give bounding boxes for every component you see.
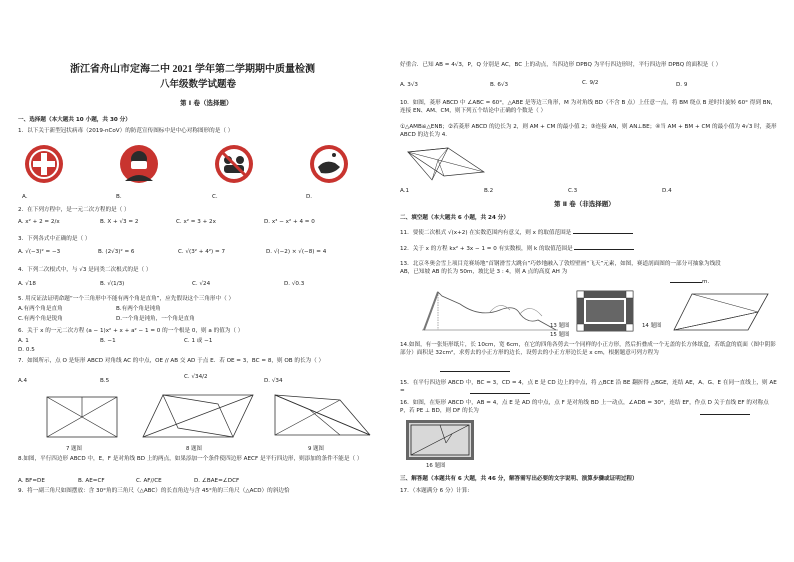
q4-opt-b: B. √(1/3) [100, 281, 125, 287]
q13-blank-unit: m． [670, 279, 713, 287]
fig8-caption: 8 题图 [186, 446, 202, 452]
hand-wash-icon [310, 145, 348, 183]
q5-opt-a: A.有两个角是直角 [18, 306, 63, 312]
q7-opt-d: D. √34 [264, 378, 283, 384]
q11-blank[interactable] [573, 233, 633, 234]
q7-opt-b: B.5 [100, 378, 110, 384]
q1-icons [24, 143, 384, 191]
q14-blank[interactable] [440, 371, 510, 372]
q16-blank[interactable] [700, 414, 750, 415]
q5-opt-d: D.一个角是钝角，一个角是直角 [116, 316, 195, 322]
q9-opt-c: C. 9/2 [582, 80, 599, 86]
q1-text: 1．以下关于新型冠状病毒（2019-nCoV）的防范宣传图标中是中心对称图形的是（ ） [18, 128, 234, 134]
q6-opt-d: D. 0.5 [18, 347, 35, 353]
q3-text: 3．下列各式中正确的是（ ） [18, 236, 91, 242]
q3-opt-c: C. √(3² + 4²) = 7 [178, 249, 226, 255]
q8-opt-b: B. AE=CF [78, 478, 105, 484]
q3-opt-d: D. √(−2) × √(−8) = 4 [266, 249, 327, 255]
subject-title: 八年级数学试题卷 [160, 80, 237, 90]
q10-opt-c: C.3 [568, 188, 578, 194]
q9-opt-b: B. 6√3 [490, 82, 509, 88]
q14-text: 14.如图，有一张矩形纸片，长 10cm，宽 6cm，在它的四角各剪去一个同样的小正方形，然后折叠成一个无盖的长方体纸盒，若纸盒的底面（图中阴影部分）面积是 32cm²，求剪去的小正方形的边长，设剪去的小正方形边长是 x cm，根据题意可列方程为 [400, 342, 776, 356]
q10-opt-b: B.2 [484, 188, 494, 194]
q7-opt-a: A.4 [18, 378, 28, 384]
q15-text: 15．在平行四边形 ABCD 中，BC = 3，CD = 4，点 E 是 CD 边上的中点，将 △BCE 沿 BE 翻折得 △BGE，连结 AE，A、G、E 在同一直线上，则 AE = [400, 380, 777, 394]
q1-opt-c: C． [212, 194, 222, 200]
q3-opt-a: A. √(−3)² = −3 [18, 249, 61, 255]
section1-heading: 一、选择题（本大题共 10 小题，共 30 分） [18, 117, 131, 123]
fig13-diagram [420, 284, 560, 334]
q9-opt-d: D. 9 [676, 82, 688, 88]
part1-heading: 第 Ⅰ 卷（选择题） [180, 99, 233, 107]
q17-text: 17．（本题满分 6 分）计算: [400, 488, 470, 494]
q8-opt-a: A. BF=DE [18, 478, 45, 484]
q7-opt-c: C. √34/2 [184, 374, 208, 380]
q2-opt-b: B. X + √3 = 2 [100, 219, 139, 225]
fig9-caption: 9 题图 [308, 446, 324, 452]
right-column [400, 0, 778, 562]
q16-blank-row [700, 411, 750, 419]
q3-opt-b: B. (2√3)² = 6 [98, 249, 135, 255]
q8-text: 8.如图，平行四边形 ABCD 中，E，F 是对角线 BD 上的两点，如果添加一个条件使四边形 AECF 是平行四边形，则添加的条件不能是（ ） [18, 456, 363, 462]
q14-blank-row [400, 368, 510, 376]
q1-opt-a: A． [22, 194, 32, 200]
q10-items: ①△AMB≌△ENB；②若菱形 ABCD 的边长为 2，则 AM + CM 的最小值 2；③连接 AN，则 AN⊥BE；④当 AM + BM + CM 的最小值为 4√3 时，菱形 ABCD 的边长为 4． [400, 124, 777, 138]
q4-opt-d: D. √0.3 [284, 281, 305, 287]
q13-blank[interactable] [670, 282, 702, 283]
q2-opt-c: C. x² = 3 + 2x [176, 219, 216, 225]
section2-heading: 二、填空题（本大题共 6 小题，共 24 分） [400, 215, 509, 221]
q1-opt-d: D． [306, 194, 316, 200]
q12-text: 12．关于 x 的方程 kx² + 3x − 1 = 0 有实数根，则 k 的取值范围是 [400, 246, 634, 254]
q9-continued: 好重合．已知 AB = 4√3，P，Q 分别是 AC，BC 上的动点，当四边形 DPBQ 为平行四边形时，平行四边形 DPBQ 的面积是（ ） [400, 62, 722, 68]
q6-opt-a: A. 1 [18, 338, 29, 344]
q15-blank-row [470, 390, 530, 398]
section3-heading: 三、解答题（本题共有 6 大题，共 46 分，解答需写出必要的文字说明、演算步骤或证明过程） [400, 476, 638, 482]
fig10-diagram [404, 146, 488, 182]
q7-text: 7．如图所示，点 O 是矩形 ABCD 对角线 AC 的中点，OE // AB 交 AD 于点 E．若 OE = 3，BC = 8，则 OB 的长为（ ） [18, 358, 325, 364]
q6-opt-c: C. 1 或 −1 [184, 338, 213, 344]
q13-text: 13．北京冬奥会雪上项目竞赛场地“首钢滑雪大跳台”巧妙地融入了敦煌壁画“飞天”元素，如图，赛道剖面图的一部分可抽象为线段 AB，已知坡 AB 的长为 50m，坡比是 3 : 4，则 A 点的高度 AH 为 [400, 261, 721, 275]
fig7-diagram [42, 392, 122, 442]
fig8-diagram [138, 390, 258, 442]
q5-text: 5. 用反证法证明命题“一个三角形中不能有两个角是直角”，应先假设这个三角形中（ ） [18, 296, 235, 302]
fig16-caption: 16 题图 [426, 463, 446, 469]
q6-opt-b: B. −1 [100, 338, 116, 344]
q15-blank[interactable] [470, 393, 530, 394]
q4-opt-c: C. √24 [192, 281, 211, 287]
q9-opt-a: A. 3√3 [400, 82, 418, 88]
q16-text: 16．如图，在矩形 ABCD 中，AB = 4，点 E 是 AD 的中点，点 F 是对角线 BD 上一动点，∠ADB = 30°，连结 EF，作点 D 关于直线 EF 的对称点 P，若 PE ⊥ BD，则 DF 的长为 [400, 400, 769, 414]
q10-text: 10．如图，菱形 ABCD 中 ∠ABC = 60°，△ABE 是等边三角形，M 为对角线 BD（不含 B 点）上任意一点，将 BM 绕点 B 逆时针旋转 60° 得到 BN，连接 EN、AM、CM，则下列五个结论中正确的个数是（ ） [400, 100, 777, 114]
q12-blank[interactable] [574, 249, 634, 250]
fig7-caption: 7 题图 [66, 446, 82, 452]
q4-text: 4．下列二次根式中，与 √3 是同类二次根式的是（ ） [18, 267, 152, 273]
fig9-diagram [270, 390, 380, 442]
part2-heading: 第 Ⅱ 卷（非选择题） [554, 200, 615, 208]
q11-text: 11．要使二次根式 √(x+2) 在实数范围内有意义，则 x 的取值范围是 [400, 230, 633, 238]
q1-opt-b: B． [116, 194, 126, 200]
fig15-diagram [672, 290, 772, 334]
q8-opt-d: D. ∠BAE=∠DCF [194, 478, 240, 484]
fig14-caption: 14 题图 [642, 323, 662, 329]
fig14-diagram [576, 290, 634, 332]
q8-opt-c: C. AF//CE [136, 478, 162, 484]
left-column [18, 0, 392, 562]
face-mask-icon [120, 145, 158, 183]
q5-opt-b: B.有两个角是钝角 [116, 306, 161, 312]
fig16-diagram [406, 420, 474, 460]
fig15-caption: 15 题图 [550, 332, 570, 338]
q10-opt-a: A.1 [400, 188, 410, 194]
q5-opt-c: C.有两个角是锐角 [18, 316, 63, 322]
q2-text: 2．在下列方程中，是一元二次方程的是（ ） [18, 207, 130, 213]
no-gathering-icon [215, 145, 253, 183]
q9-text: 9．将一副三角尺如图摆放：含 30°角的三角尺（△ABC）的长直角边与含 45°角的三角尺（△ACD）的斜边恰 [18, 488, 290, 494]
q2-opt-a: A. x² + 2 = 2/x [18, 219, 60, 225]
fig13-caption: 13 题图 [550, 323, 570, 329]
medical-cross-icon [25, 145, 63, 183]
q2-opt-d: D. x³ − x² + 4 = 0 [264, 219, 315, 225]
exam-title: 浙江省舟山市定海二中 2021 学年第二学期期中质量检测 [70, 64, 315, 75]
q10-opt-d: D.4 [662, 188, 672, 194]
q6-text: 6．关于 x 的一元二次方程 (a − 1)x² + x + a² − 1 = 0 的一个根是 0，则 a 的值为（ ） [18, 328, 244, 334]
q4-opt-a: A. √18 [18, 281, 36, 287]
